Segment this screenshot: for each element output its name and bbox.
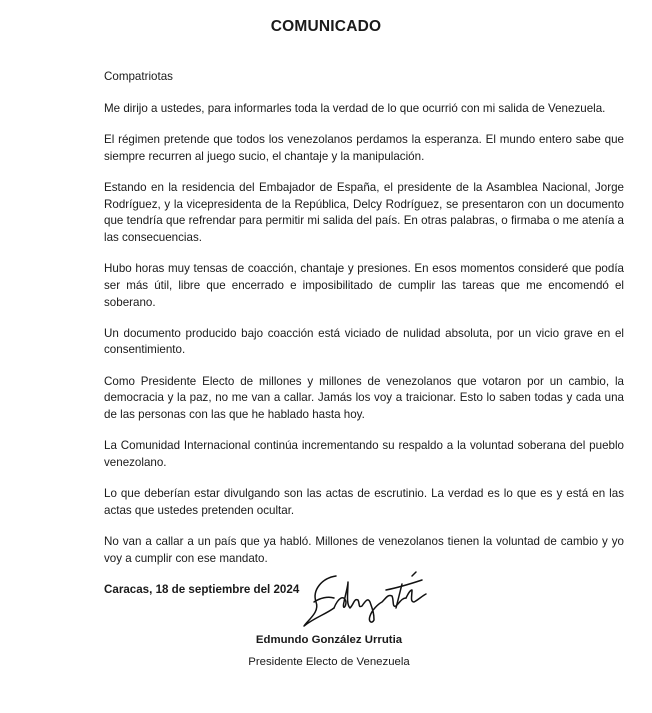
signer-name: Edmundo González Urrutia xyxy=(255,634,403,646)
paragraph-7: La Comunidad Internacional continúa incrementando su respaldo a la voluntad soberana del pueblo venezolano. xyxy=(104,439,624,469)
paragraph-2: El régimen pretende que todos los venezolanos perdamos la esperanza. El mundo entero sabe que siempre recurren al juego sucio, el chantaje y la manipulación. xyxy=(104,132,624,163)
document-title: COMUNICADO xyxy=(270,18,382,35)
paragraph-9: No van a callar a un país que ya habló. Millones de venezolanos tienen la voluntad de cambio y yo voy a cumplir con ese mandato. xyxy=(104,535,624,565)
paragraph-5: Un documento producido bajo coacción está viciado de nulidad absoluta, por un vicio grave en el consentimiento. xyxy=(104,326,624,357)
paragraph-1: Me dirijo a ustedes, para informarles toda la verdad de lo que ocurrió con mi salida de Venezuela. xyxy=(104,101,606,115)
handwritten-signature xyxy=(300,568,440,630)
paragraph-4: Hubo horas muy tensas de coacción, chantaje y presiones. En esos momentos consideré que podía ser más útil, libre que encerrado e imposibilitado de cumplir las tareas que me encomendó el soberano. xyxy=(104,262,624,309)
signer-title: Presidente Electo de Venezuela xyxy=(248,656,410,668)
paragraph-6: Como Presidente Electo de millones y millones de venezolanos que votaron por un cambio, la democracia y la paz, no me van a callar. Jamás los voy a traicionar. Esto lo saben todas y cada una de las personas con las que he hablado hasta hoy. xyxy=(104,374,624,422)
document-body xyxy=(104,69,624,613)
paragraph-3: Estando en la residencia del Embajador de España, el presidente de la Asamblea Nacional, Jorge Rodríguez, y la vicepresidenta de la República, Delcy Rodríguez, se presentaron con un documento que tendría que refrendar para permitir mi salida del país. En otras palabras, o firmaba o me atenía a las consecuencias. xyxy=(104,180,624,244)
greeting: Compatriotas xyxy=(104,70,173,83)
date-line: Caracas, 18 de septiembre del 2024 xyxy=(104,582,300,596)
paragraph-8: Lo que deberían estar divulgando son las actas de escrutinio. La verdad es lo que es y está en las actas que ustedes pretenden ocultar. xyxy=(104,487,624,517)
